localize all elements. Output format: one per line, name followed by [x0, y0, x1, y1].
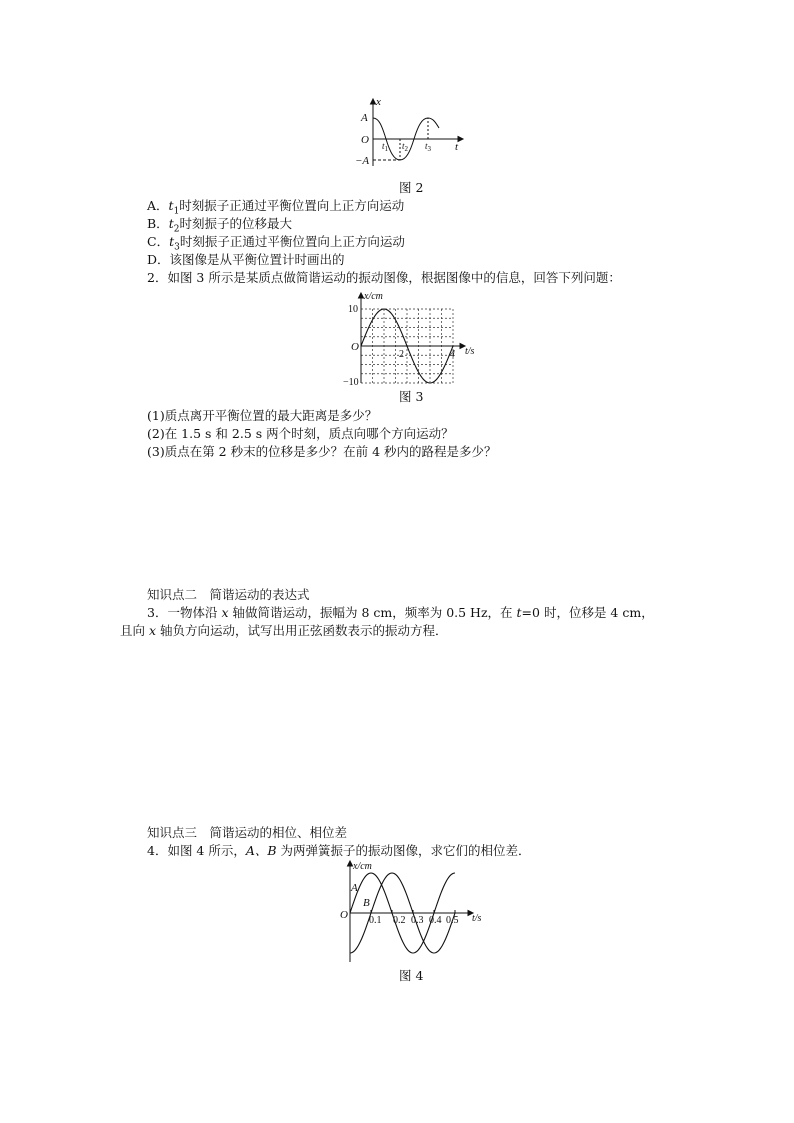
y-tick-10: 10	[348, 304, 358, 315]
section-2-title: 知识点二 简谐运动的表达式	[147, 587, 310, 602]
q2-sub-2: (2)在 1.5 s 和 2.5 s 两个时刻，质点向哪个方向运动？	[147, 426, 454, 441]
label-t3: $t_3$	[425, 141, 432, 153]
figure-3-caption: 图 3	[399, 389, 424, 404]
option-b: B．$t_2$时刻振子的位移最大	[147, 216, 292, 235]
q2-stem: 2．如图 3 所示是某质点做简谐运动的振动图像，根据图像中的信息，回答下列问题：	[147, 270, 621, 285]
origin-label: O	[340, 909, 348, 921]
series-label-A: A	[351, 882, 358, 894]
figure-2-caption: 图 2	[399, 180, 424, 195]
label-A: A	[361, 112, 368, 124]
x-axis-arrow	[371, 99, 376, 104]
q2-sub-1: (1)质点离开平衡位置的最大距离是多少？	[147, 408, 378, 423]
x-axis-arrow	[359, 293, 364, 298]
figure-2	[355, 96, 465, 174]
x-tick-0-1: 0.1	[369, 915, 382, 926]
x-tick-0-2: 0.2	[393, 915, 406, 926]
x-tick-2: 2	[399, 349, 404, 360]
x-tick-0-3: 0.3	[411, 915, 424, 926]
label-t2: $t_2$	[402, 141, 409, 153]
q2-sub-3: (3)质点在第 2 秒末的位移是多少？在前 4 秒内的路程是多少？	[147, 444, 497, 459]
q4-text: 4．如图 4 所示，A、B 为两弹簧振子的振动图像，求它们的相位差．	[147, 843, 531, 858]
q3-line-1: 3．一物体沿 x 轴做简谐运动，振幅为 8 cm，频率为 0.5 Hz，在 t=0 时，位移是 4 cm，	[147, 605, 654, 620]
label-t1: $t_1$	[382, 141, 389, 153]
y-tick-neg10: −10	[343, 377, 359, 388]
label-O: O	[361, 134, 369, 146]
x-axis-label: x	[376, 96, 381, 108]
section-3-title: 知识点三 简谐运动的相位、相位差	[147, 825, 348, 840]
y-axis-label: x/cm	[353, 861, 372, 872]
x-tick-0-4: 0.4	[429, 915, 442, 926]
x-axis-label: t/s	[472, 913, 482, 924]
x-axis-label: t/s	[465, 346, 475, 357]
x-tick-0-5: 0.5	[446, 915, 459, 926]
option-a: A．$t_1$时刻振子正通过平衡位置向上正方向运动	[147, 198, 405, 217]
figure-3	[340, 289, 480, 387]
t-axis-label: t	[455, 141, 459, 153]
origin-label: O	[351, 341, 359, 353]
y-axis-label: x/cm	[364, 291, 383, 302]
series-label-B: B	[363, 897, 370, 909]
x-tick-4: 4	[450, 349, 455, 360]
q3-line-2: 且向 x 轴负方向运动，试写出用正弦函数表示的振动方程．	[120, 623, 448, 638]
label-negA: −A	[355, 155, 370, 167]
option-d: D．该图像是从平衡位置计时画出的	[147, 252, 345, 267]
t-axis-arrow	[458, 137, 463, 142]
option-c: C．$t_3$时刻振子正通过平衡位置向上正方向运动	[147, 234, 405, 253]
figure-4	[335, 858, 485, 970]
x-axis-arrow	[348, 861, 353, 866]
figure-4-caption: 图 4	[399, 968, 424, 983]
